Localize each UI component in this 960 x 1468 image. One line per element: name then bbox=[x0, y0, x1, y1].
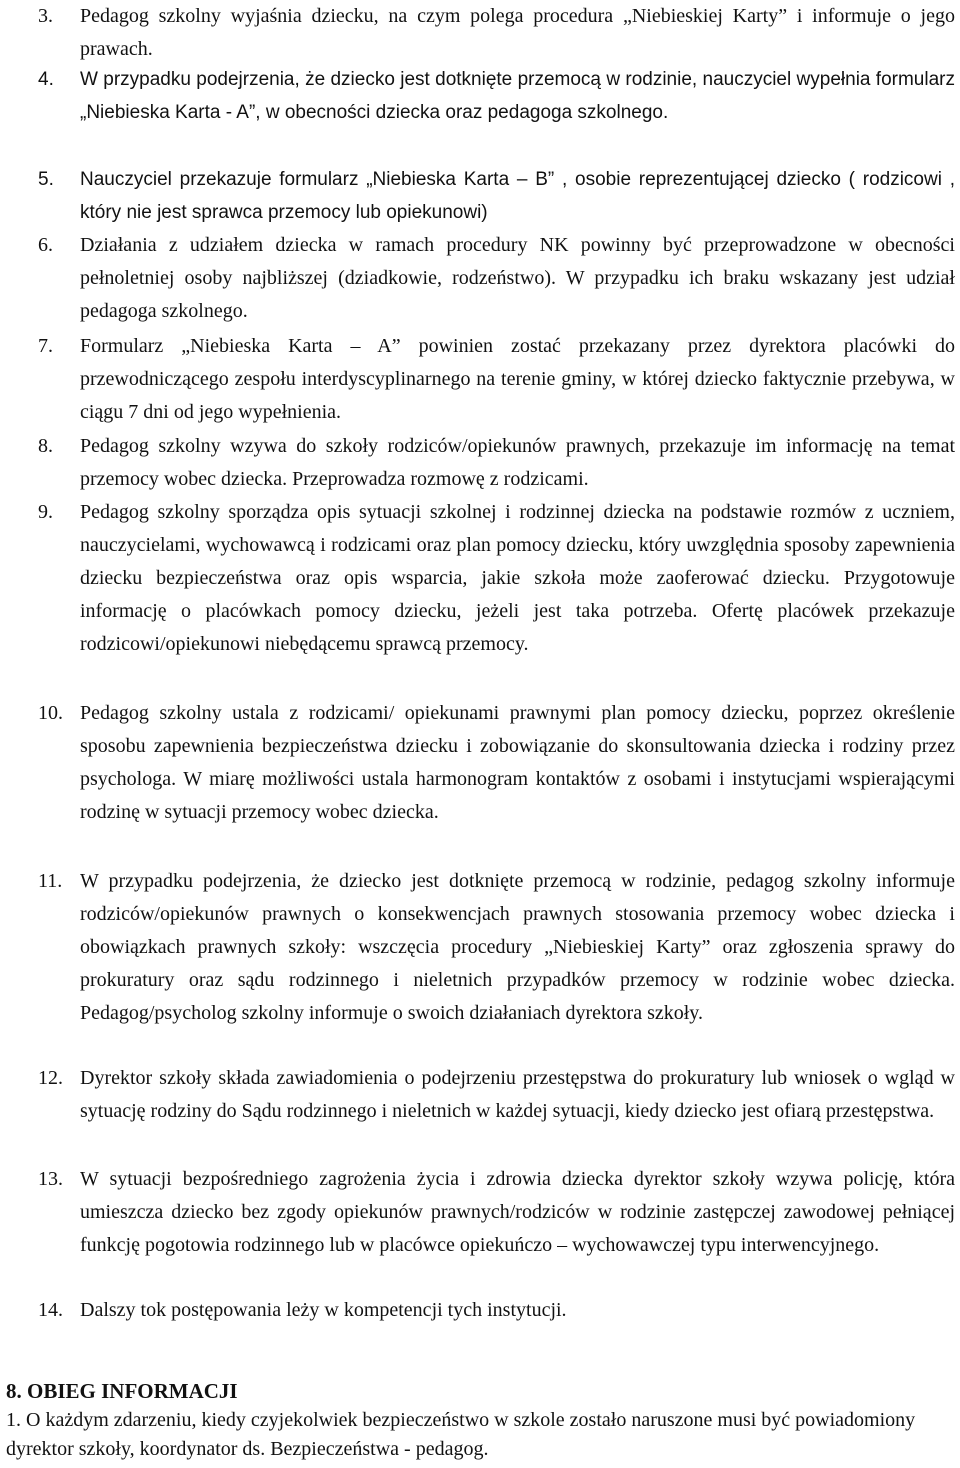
list-item-number: 14. bbox=[38, 1299, 63, 1321]
list-item-text: W przypadku podejrzenia, że dziecko jest dotknięte przemocą w rodzinie, nauczyciel wypełnia formularz „Niebieska Karta - A”, w obecności dziecka oraz pedagoga szkolnego. bbox=[80, 69, 955, 123]
list-item-text: Pedagog szkolny sporządza opis sytuacji szkolnej i rodzinnej dziecka na podstawie rozmów z uczniem, nauczycielami, wychowawcą i rodzicami oraz plan pomocy dziecku, który uwzględnia sposoby zapewnienia dziecku bezpieczeństwa oraz opis wsparcia, jakie szkoła może zaoferować dziecku. Przygotowuje informację o placówkach pomocy dziecku, jeżeli jest taka potrzeba. Ofertę placówek przekazuje rodzicowi/opiekunowi niebędącemu sprawcą przemocy. bbox=[80, 501, 955, 655]
list-item bbox=[0, 1062, 955, 1128]
list-item-number: 4. bbox=[38, 69, 54, 90]
list-item bbox=[0, 0, 955, 66]
list-item bbox=[0, 496, 955, 661]
section-paragraph: 1. O każdym zdarzeniu, kiedy czyjekolwiek bezpieczeństwo w szkole zostało naruszone musi być powiadomiony dyrektor szkoły, koordynator ds. Bezpieczeństwa - pedagog. bbox=[6, 1409, 916, 1460]
list-item-number: 6. bbox=[38, 234, 53, 256]
section-heading: 8. OBIEG INFORMACJI bbox=[6, 1379, 238, 1403]
list-item-number: 3. bbox=[38, 5, 53, 27]
list-item-text: Pedagog szkolny wyjaśnia dziecku, na czym polega procedura „Niebieskiej Karty” i informuje o jego prawach. bbox=[80, 5, 955, 60]
list-item-text: Nauczyciel przekazuje formularz „Niebieska Karta – B” , osobie reprezentującej dziecko ( rodzicowi , który nie jest sprawca przemocy lub opiekunowi) bbox=[80, 169, 955, 223]
list-item-text: Pedagog szkolny wzywa do szkoły rodziców/opiekunów prawnych, przekazuje im informację na temat przemocy wobec dziecka. Przeprowadza rozmowę z rodzicami. bbox=[80, 435, 955, 490]
list-item-number: 12. bbox=[38, 1067, 63, 1089]
list-item bbox=[0, 697, 955, 829]
list-item-text: Pedagog szkolny ustala z rodzicami/ opiekunami prawnymi plan pomocy dziecku, poprzez określenie sposobu zapewnienia bezpieczeństwa dziecku i zobowiązanie do skonsultowania dziecka i rodziny przez psychologa. W miarę możliwości ustala harmonogram kontaktów z osobami i instytucjami wspierającymi rodzinę w sytuacji przemocy wobec dziecka. bbox=[80, 702, 955, 823]
list-item bbox=[0, 1294, 955, 1327]
information-flow-section bbox=[6, 1376, 956, 1464]
list-item-number: 5. bbox=[38, 169, 54, 190]
list-item-text: W przypadku podejrzenia, że dziecko jest dotknięte przemocą w rodzinie, pedagog szkolny informuje rodziców/opiekunów prawnych o konsekwencjach prawnych stosowania przemocy wobec dziecka i obowiązkach prawnych szkoły: wszczęcia procedury „Niebieskiej Karty” oraz zgłoszenia sprawy do prokuratury oraz sądu rodzinnego i nieletnich przypadków przemocy w rodzinie wobec dziecka. Pedagog/psycholog szkolny informuje o swoich działaniach dyrektora szkoły. bbox=[80, 870, 955, 1024]
list-item-text: Formularz „Niebieska Karta – A” powinien zostać przekazany przez dyrektora placówki do przewodniczącego zespołu interdyscyplinarnego na terenie gminy, w której dziecko faktycznie przebywa, w ciągu 7 dni od jego wypełnienia. bbox=[80, 335, 955, 423]
list-item-number: 8. bbox=[38, 435, 53, 457]
list-item bbox=[0, 330, 955, 429]
list-item-text: Dalszy tok postępowania leży w kompetencji tych instytucji. bbox=[80, 1299, 567, 1321]
list-item bbox=[0, 430, 955, 496]
list-item-text: Dyrektor szkoły składa zawiadomienia o podejrzeniu przestępstwa do prokuratury lub wniosek o wgląd w sytuację rodziny do Sądu rodzinnego i nieletnich w każdej sytuacji, kiedy dziecko jest ofiarą przestępstwa. bbox=[80, 1067, 955, 1122]
list-item-number: 9. bbox=[38, 501, 53, 523]
list-item-number: 7. bbox=[38, 335, 53, 357]
list-item-number: 11. bbox=[38, 870, 63, 892]
list-item bbox=[0, 865, 955, 1030]
list-item-number: 10. bbox=[38, 702, 63, 724]
list-item bbox=[0, 163, 955, 229]
list-item bbox=[0, 63, 955, 129]
list-item bbox=[0, 1163, 955, 1262]
list-item-text: W sytuacji bezpośredniego zagrożenia życia i zdrowia dziecka dyrektor szkoły wzywa policję, która umieszcza dziecko bez zgody opiekunów prawnych/rodziców w rodzinie zastępczej zawodowej pełniącej funkcję pogotowia rodzinnego lub w placówce opiekuńczo – wychowawczej typu interwencyjnego. bbox=[80, 1168, 955, 1256]
list-item-number: 13. bbox=[38, 1168, 63, 1190]
list-item bbox=[0, 229, 955, 328]
list-item-text: Działania z udziałem dziecka w ramach procedury NK powinny być przeprowadzone w obecności pełnoletniej osoby najbliższej (dziadkowie, rodzeństwo). W przypadku ich braku wskazany jest udział pedagoga szkolnego. bbox=[80, 234, 955, 322]
